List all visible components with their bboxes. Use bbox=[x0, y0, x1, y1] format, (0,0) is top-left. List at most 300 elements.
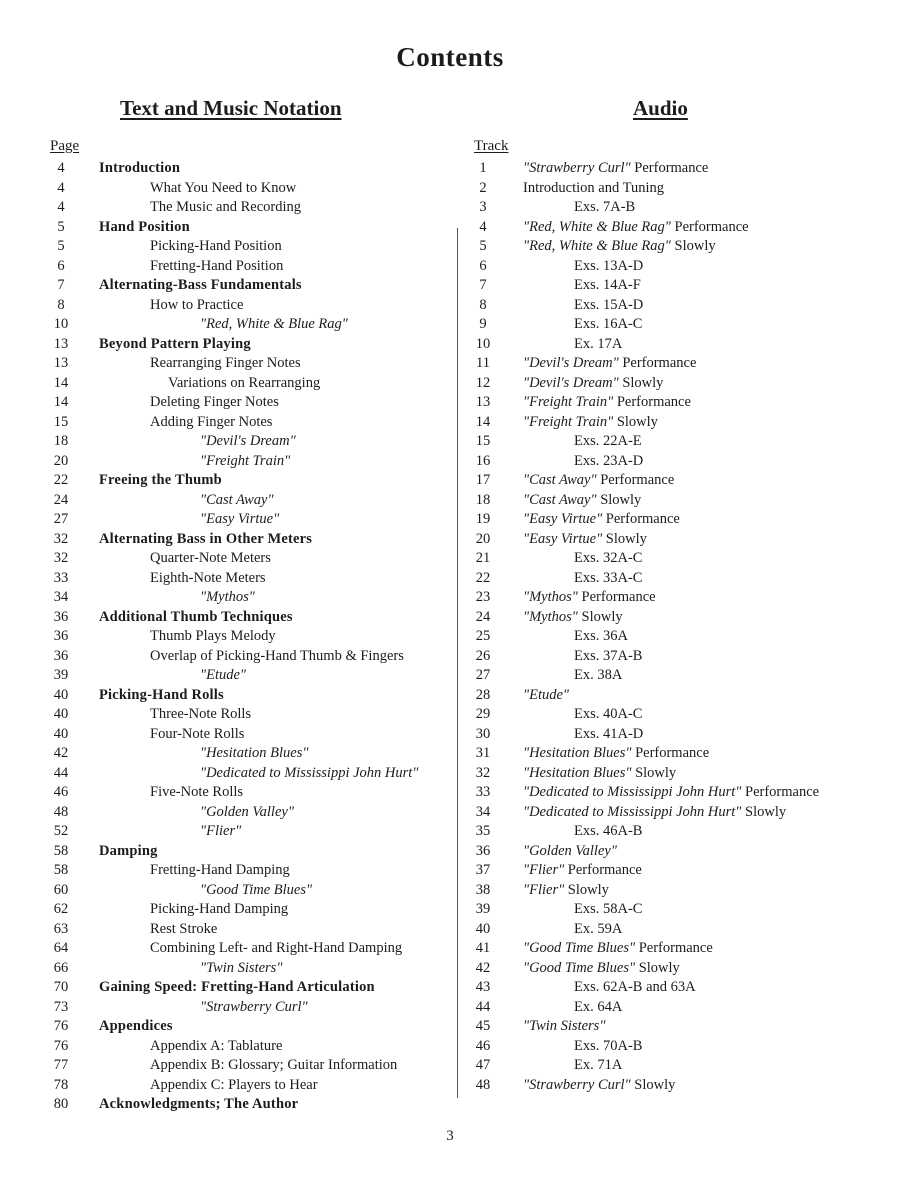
track-number-cell: 11 bbox=[476, 355, 490, 371]
audio-track-entry bbox=[0, 237, 900, 257]
page-number-cell: 36 bbox=[53, 608, 69, 625]
track-number-cell: 3 bbox=[479, 199, 487, 215]
track-description bbox=[523, 1017, 605, 1037]
section-title: Picking-Hand Position bbox=[150, 238, 282, 254]
track-description bbox=[523, 218, 749, 238]
audio-track-entry bbox=[0, 569, 900, 589]
track-song-title: "Good Time Blues" bbox=[523, 940, 636, 956]
track-description bbox=[574, 257, 643, 277]
track-description bbox=[523, 374, 663, 394]
track-description bbox=[523, 1076, 675, 1096]
track-number-cell: 5 bbox=[479, 238, 487, 254]
track-song-title: "Mythos" bbox=[523, 608, 578, 625]
track-label: Exs. 37A-B bbox=[574, 647, 643, 664]
song-title: "Golden Valley" bbox=[200, 803, 294, 820]
chapter-title: Beyond Pattern Playing bbox=[99, 335, 251, 352]
track-song-title: "Freight Train" bbox=[523, 413, 614, 430]
audio-track-entry bbox=[0, 198, 900, 218]
track-label: Performance bbox=[741, 784, 820, 800]
section-title: Variations on Rearranging bbox=[168, 374, 321, 391]
track-description bbox=[574, 198, 635, 218]
page-number-cell: 5 bbox=[57, 238, 65, 254]
track-description bbox=[523, 783, 819, 803]
track-number-cell: 42 bbox=[475, 959, 491, 976]
track-description bbox=[523, 530, 647, 550]
track-label: Exs. 32A-C bbox=[574, 550, 643, 566]
page-number-cell: 13 bbox=[53, 355, 69, 371]
track-label: Exs. 16A-C bbox=[574, 316, 643, 332]
track-number-cell: 34 bbox=[475, 803, 491, 820]
track-song-title: "Hesitation Blues" bbox=[523, 764, 632, 781]
audio-track-entry bbox=[0, 1056, 900, 1076]
track-number-cell: 10 bbox=[475, 335, 491, 352]
track-label: Slowly bbox=[630, 1076, 676, 1093]
track-song-title: "Easy Virtue" bbox=[523, 511, 603, 527]
track-description bbox=[523, 744, 709, 764]
chapter-title: Freeing the Thumb bbox=[99, 472, 222, 488]
track-number-cell: 9 bbox=[479, 316, 487, 332]
section-title: Appendix B: Glossary; Guitar Information bbox=[150, 1057, 398, 1073]
page-number-cell: 80 bbox=[53, 1096, 69, 1112]
track-label: Exs. 15A-D bbox=[574, 296, 644, 313]
track-number-cell: 35 bbox=[475, 823, 491, 839]
audio-track-entry bbox=[0, 257, 900, 277]
track-label: Performance bbox=[635, 940, 713, 956]
track-song-title: "Red, White & Blue Rag" bbox=[523, 238, 671, 254]
track-song-title: "Dedicated to Mississippi John Hurt" bbox=[523, 784, 742, 800]
page-number-cell: 33 bbox=[53, 569, 69, 586]
track-label: Slowly bbox=[564, 881, 609, 898]
audio-track-entry bbox=[0, 588, 900, 608]
page-number-cell: 36 bbox=[53, 647, 69, 664]
track-label: Exs. 41A-D bbox=[574, 725, 644, 742]
track-label: Exs. 70A-B bbox=[574, 1037, 643, 1054]
page-number-cell: 46 bbox=[53, 784, 69, 800]
song-title: "Freight Train" bbox=[200, 452, 291, 469]
track-description bbox=[523, 354, 696, 374]
track-number-cell: 36 bbox=[475, 842, 491, 859]
track-label: Exs. 14A-F bbox=[574, 277, 641, 293]
track-label: Performance bbox=[577, 589, 656, 605]
track-label: Performance bbox=[670, 218, 749, 235]
page-number-cell: 42 bbox=[53, 745, 69, 761]
track-description bbox=[574, 725, 643, 745]
track-description bbox=[574, 900, 642, 920]
section-title: Overlap of Picking-Hand Thumb & Fingers bbox=[150, 647, 404, 664]
page-number-cell: 5 bbox=[57, 218, 65, 235]
audio-track-entry bbox=[0, 764, 900, 784]
page-number-cell: 14 bbox=[53, 394, 69, 410]
track-song-title: "Hesitation Blues" bbox=[523, 745, 632, 761]
section-title: How to Practice bbox=[150, 296, 244, 313]
page-number-cell: 36 bbox=[53, 628, 69, 644]
track-label: Performance bbox=[564, 862, 642, 878]
page-number-cell: 8 bbox=[57, 296, 65, 313]
section-title: Picking-Hand Damping bbox=[150, 901, 289, 917]
section-title: The Music and Recording bbox=[150, 199, 302, 215]
page-number-cell: 40 bbox=[53, 686, 69, 703]
audio-track-entry bbox=[0, 881, 900, 901]
track-number-cell: 38 bbox=[475, 881, 491, 898]
track-number-cell: 24 bbox=[475, 608, 491, 625]
track-number-cell: 47 bbox=[475, 1057, 491, 1073]
track-number-cell: 17 bbox=[475, 472, 491, 488]
audio-track-entry bbox=[0, 413, 900, 433]
track-description bbox=[574, 452, 643, 472]
audio-track-entry bbox=[0, 1076, 900, 1096]
page-number-cell: 52 bbox=[53, 823, 69, 839]
audio-track-entry bbox=[0, 783, 900, 803]
track-song-title: "Etude" bbox=[523, 686, 569, 703]
track-number-cell: 27 bbox=[475, 667, 491, 683]
audio-track-entry bbox=[0, 276, 900, 296]
track-number-cell: 15 bbox=[475, 433, 491, 449]
page-number-cell: 18 bbox=[53, 433, 69, 449]
track-song-title: "Twin Sisters" bbox=[523, 1018, 606, 1034]
audio-track-entry bbox=[0, 315, 900, 335]
audio-track-entry bbox=[0, 666, 900, 686]
audio-heading: Audio bbox=[633, 96, 688, 120]
track-label: Ex. 71A bbox=[574, 1057, 623, 1073]
track-song-title: "Devil's Dream" bbox=[523, 374, 619, 391]
audio-track-entry bbox=[0, 725, 900, 745]
track-song-title: "Dedicated to Mississippi John Hurt" bbox=[523, 803, 742, 820]
page-number-cell: 4 bbox=[57, 179, 65, 196]
track-description bbox=[574, 569, 642, 589]
track-number-cell: 41 bbox=[475, 940, 491, 956]
track-description bbox=[523, 491, 641, 511]
track-label: Exs. 46A-B bbox=[574, 823, 643, 839]
section-title: Combining Left- and Right-Hand Damping bbox=[150, 940, 403, 956]
track-song-title: "Freight Train" bbox=[523, 394, 614, 410]
track-description bbox=[574, 315, 642, 335]
track-description bbox=[574, 705, 642, 725]
track-label: Slowly bbox=[618, 374, 664, 391]
page-number-cell: 48 bbox=[53, 803, 69, 820]
audio-track-entry bbox=[0, 861, 900, 881]
track-number-cell: 1 bbox=[479, 160, 487, 176]
track-label: Ex. 38A bbox=[574, 667, 623, 683]
track-description bbox=[523, 842, 617, 862]
chapter-title: Alternating Bass in Other Meters bbox=[99, 530, 313, 547]
section-title: Thumb Plays Melody bbox=[150, 628, 276, 644]
page-number-cell: 64 bbox=[53, 940, 69, 956]
page-number-cell: 24 bbox=[53, 491, 69, 508]
track-label: Exs. 23A-D bbox=[574, 452, 644, 469]
track-label: Performance bbox=[630, 160, 709, 176]
section-title: Rearranging Finger Notes bbox=[150, 355, 301, 371]
track-label: Slowly bbox=[596, 491, 642, 508]
page-number-cell: 76 bbox=[53, 1037, 69, 1054]
track-number-cell: 29 bbox=[475, 706, 491, 722]
track-song-title: "Flier" bbox=[523, 881, 565, 898]
audio-track-entry bbox=[0, 978, 900, 998]
track-number-cell: 22 bbox=[475, 569, 491, 586]
track-number-cell: 45 bbox=[475, 1018, 491, 1034]
page-number-cell: 39 bbox=[53, 667, 69, 683]
track-label: Exs. 58A-C bbox=[574, 901, 643, 917]
page-number-cell: 70 bbox=[53, 979, 69, 995]
audio-track-entry bbox=[0, 822, 900, 842]
track-description bbox=[574, 335, 622, 355]
song-title: "Cast Away" bbox=[200, 491, 274, 508]
page-number-cell: 40 bbox=[53, 725, 69, 742]
track-number-cell: 39 bbox=[475, 901, 491, 917]
track-label: Performance bbox=[613, 394, 691, 410]
audio-track-entry bbox=[0, 530, 900, 550]
page-number-cell: 34 bbox=[53, 589, 69, 605]
track-description bbox=[574, 998, 622, 1018]
page-number-cell: 58 bbox=[53, 862, 69, 878]
page-number-cell: 22 bbox=[53, 472, 69, 488]
track-description bbox=[523, 510, 680, 530]
track-label: Slowly bbox=[577, 608, 623, 625]
page-number-cell: 77 bbox=[53, 1057, 69, 1073]
track-number-cell: 31 bbox=[475, 745, 491, 761]
track-description bbox=[523, 764, 676, 784]
audio-track-entry bbox=[0, 452, 900, 472]
track-description bbox=[523, 159, 708, 179]
track-number-cell: 43 bbox=[475, 979, 491, 995]
track-number-cell: 46 bbox=[475, 1037, 491, 1054]
audio-track-entry bbox=[0, 608, 900, 628]
section-title: Rest Stroke bbox=[150, 920, 218, 937]
song-title: "Mythos" bbox=[200, 589, 255, 605]
song-title: "Good Time Blues" bbox=[200, 881, 313, 898]
section-title: Four-Note Rolls bbox=[150, 725, 245, 742]
audio-track-entry bbox=[0, 744, 900, 764]
track-label: Exs. 40A-C bbox=[574, 706, 643, 722]
track-label: Exs. 22A-E bbox=[574, 433, 642, 449]
track-label: Exs. 13A-D bbox=[574, 257, 644, 274]
track-song-title: "Cast Away" bbox=[523, 472, 597, 488]
page-column-label: Page bbox=[50, 138, 80, 154]
chapter-title: Hand Position bbox=[99, 218, 190, 235]
track-label: Slowly bbox=[602, 530, 647, 547]
page-number-cell: 32 bbox=[53, 530, 69, 547]
page-number-cell: 44 bbox=[53, 764, 69, 781]
song-title: "Etude" bbox=[200, 667, 246, 683]
audio-track-entry bbox=[0, 393, 900, 413]
section-title: Quarter-Note Meters bbox=[150, 550, 271, 566]
page-number-cell: 7 bbox=[57, 277, 65, 293]
track-description bbox=[574, 822, 642, 842]
track-song-title: "Red, White & Blue Rag" bbox=[523, 218, 671, 235]
track-description bbox=[523, 939, 713, 959]
page-number-cell: 63 bbox=[53, 920, 69, 937]
track-number-cell: 21 bbox=[475, 550, 491, 566]
page-number-cell: 60 bbox=[53, 881, 69, 898]
page-number-cell: 6 bbox=[57, 257, 65, 274]
page-number-cell: 32 bbox=[53, 550, 69, 566]
chapter-title: Appendices bbox=[99, 1018, 173, 1034]
track-number-cell: 33 bbox=[475, 784, 491, 800]
page-number-cell: 14 bbox=[53, 374, 69, 391]
track-number-cell: 4 bbox=[479, 218, 487, 235]
audio-track-entry bbox=[0, 627, 900, 647]
chapter-title: Additional Thumb Techniques bbox=[99, 608, 293, 625]
audio-track-entry bbox=[0, 296, 900, 316]
page-number-cell: 40 bbox=[53, 706, 69, 722]
track-label: Performance bbox=[602, 511, 680, 527]
track-description bbox=[523, 881, 609, 901]
track-description bbox=[574, 920, 622, 940]
track-number-cell: 18 bbox=[475, 491, 491, 508]
audio-track-entry bbox=[0, 900, 900, 920]
audio-track-entry bbox=[0, 491, 900, 511]
track-number-cell: 28 bbox=[475, 686, 491, 703]
song-title: "Strawberry Curl" bbox=[200, 998, 308, 1015]
track-number-cell: 40 bbox=[475, 920, 491, 937]
audio-track-entry bbox=[0, 998, 900, 1018]
track-description bbox=[523, 588, 656, 608]
track-description bbox=[523, 803, 786, 823]
track-number-cell: 2 bbox=[479, 179, 487, 196]
track-description bbox=[574, 666, 622, 686]
track-label: Ex. 17A bbox=[574, 335, 623, 352]
section-title: Five-Note Rolls bbox=[150, 784, 244, 800]
audio-track-entry bbox=[0, 374, 900, 394]
track-number-cell: 26 bbox=[475, 647, 491, 664]
audio-track-entry bbox=[0, 179, 900, 199]
audio-track-entry bbox=[0, 959, 900, 979]
track-number-cell: 7 bbox=[479, 277, 487, 293]
section-title: Fretting-Hand Damping bbox=[150, 862, 290, 878]
audio-track-entry bbox=[0, 803, 900, 823]
track-description bbox=[574, 432, 642, 452]
audio-track-entry bbox=[0, 510, 900, 530]
track-song-title: "Devil's Dream" bbox=[523, 355, 619, 371]
track-number-cell: 32 bbox=[475, 764, 491, 781]
audio-track-entry bbox=[0, 471, 900, 491]
section-title: Adding Finger Notes bbox=[150, 413, 273, 430]
audio-track-entry bbox=[0, 1037, 900, 1057]
track-number-cell: 14 bbox=[475, 413, 491, 430]
audio-track-entry bbox=[0, 218, 900, 238]
track-song-title: "Mythos" bbox=[523, 589, 578, 605]
audio-track-entry bbox=[0, 920, 900, 940]
track-song-title: "Strawberry Curl" bbox=[523, 160, 631, 176]
audio-track-entry bbox=[0, 686, 900, 706]
track-song-title: "Golden Valley" bbox=[523, 842, 617, 859]
contents-entry bbox=[0, 1095, 450, 1115]
track-description bbox=[574, 647, 642, 667]
section-title: What You Need to Know bbox=[150, 179, 297, 196]
page-number-cell: 27 bbox=[53, 511, 69, 527]
audio-track-entry bbox=[0, 647, 900, 667]
track-number-cell: 48 bbox=[475, 1076, 491, 1093]
track-number-cell: 37 bbox=[475, 862, 491, 878]
track-description bbox=[523, 413, 658, 433]
song-title: "Easy Virtue" bbox=[200, 511, 280, 527]
page-number-cell: 73 bbox=[53, 998, 69, 1015]
page-number-cell: 13 bbox=[53, 335, 69, 352]
track-label: Slowly bbox=[631, 764, 677, 781]
track-song-title: "Good Time Blues" bbox=[523, 959, 636, 976]
track-number-cell: 16 bbox=[475, 452, 491, 469]
track-number-cell: 20 bbox=[475, 530, 491, 547]
song-title: "Hesitation Blues" bbox=[200, 745, 309, 761]
track-number-cell: 12 bbox=[475, 374, 491, 391]
track-label: Exs. 36A bbox=[574, 628, 628, 644]
track-description bbox=[574, 627, 628, 647]
track-description bbox=[574, 296, 643, 316]
track-description bbox=[574, 978, 696, 998]
audio-track-entry bbox=[0, 842, 900, 862]
page-number-cell: 62 bbox=[53, 901, 69, 917]
song-title: "Twin Sisters" bbox=[200, 959, 283, 976]
page-number: 3 bbox=[446, 1128, 454, 1144]
track-number-cell: 19 bbox=[475, 511, 491, 527]
audio-track-entry bbox=[0, 705, 900, 725]
track-description bbox=[523, 959, 680, 979]
page-number-cell: 10 bbox=[53, 316, 69, 332]
track-label: Introduction and Tuning bbox=[523, 179, 664, 196]
track-description bbox=[523, 861, 642, 881]
audio-track-entry bbox=[0, 335, 900, 355]
section-title: Deleting Finger Notes bbox=[150, 394, 279, 410]
track-label: Performance bbox=[618, 355, 697, 371]
section-title: Appendix A: Tablature bbox=[150, 1037, 283, 1054]
track-description bbox=[523, 237, 716, 257]
chapter-title: Alternating-Bass Fundamentals bbox=[99, 277, 302, 293]
page-title: Contents bbox=[396, 42, 504, 72]
page-number-cell: 20 bbox=[53, 452, 69, 469]
chapter-title: Introduction bbox=[99, 160, 181, 176]
track-description bbox=[523, 179, 664, 199]
song-title: "Flier" bbox=[200, 823, 242, 839]
track-description bbox=[523, 471, 674, 491]
section-title: Three-Note Rolls bbox=[150, 706, 252, 722]
chapter-title: Acknowledgments; The Author bbox=[99, 1096, 299, 1112]
track-song-title: "Strawberry Curl" bbox=[523, 1076, 631, 1093]
track-number-cell: 8 bbox=[479, 296, 487, 313]
audio-track-entry bbox=[0, 1017, 900, 1037]
track-label: Slowly bbox=[741, 803, 787, 820]
audio-track-entry bbox=[0, 159, 900, 179]
audio-track-entry bbox=[0, 432, 900, 452]
chapter-title: Gaining Speed: Fretting-Hand Articulation bbox=[99, 979, 375, 995]
track-label: Slowly bbox=[670, 238, 716, 254]
audio-track-list bbox=[0, 159, 900, 1095]
track-number-cell: 25 bbox=[475, 628, 491, 644]
page-number-cell: 66 bbox=[53, 959, 69, 976]
page-number-cell: 58 bbox=[53, 842, 69, 859]
track-song-title: "Easy Virtue" bbox=[523, 530, 603, 547]
track-number-cell: 13 bbox=[475, 394, 491, 410]
track-number-cell: 44 bbox=[475, 998, 491, 1015]
track-label: Ex. 64A bbox=[574, 998, 623, 1015]
song-title: "Red, White & Blue Rag" bbox=[200, 316, 348, 332]
section-title: Appendix C: Players to Hear bbox=[150, 1076, 318, 1093]
audio-track-entry bbox=[0, 939, 900, 959]
chapter-title: Picking-Hand Rolls bbox=[99, 686, 224, 703]
song-title: "Devil's Dream" bbox=[200, 433, 296, 449]
page-number-cell: 78 bbox=[53, 1076, 69, 1093]
track-description bbox=[574, 549, 642, 569]
song-title: "Dedicated to Mississippi John Hurt" bbox=[200, 764, 419, 781]
track-label: Ex. 59A bbox=[574, 920, 623, 937]
track-label: Performance bbox=[631, 745, 710, 761]
track-song-title: "Flier" bbox=[523, 862, 565, 878]
track-description bbox=[574, 276, 641, 296]
track-number-cell: 6 bbox=[479, 257, 487, 274]
track-label: Performance bbox=[596, 472, 675, 488]
track-description bbox=[523, 686, 569, 706]
track-number-cell: 30 bbox=[475, 725, 491, 742]
track-label: Slowly bbox=[635, 959, 680, 976]
track-label: Exs. 7A-B bbox=[574, 199, 636, 215]
